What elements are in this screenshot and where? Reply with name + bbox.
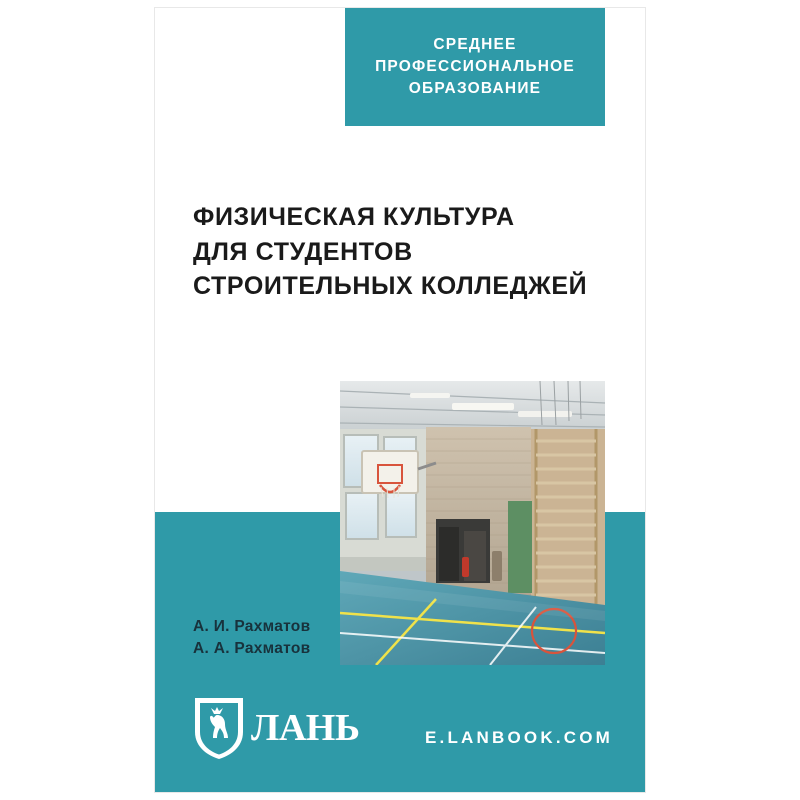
book-title (193, 200, 613, 304)
website-url: E.LANBOOK.COM (425, 728, 613, 747)
series-line-1: СРЕДНЕЕ (433, 36, 517, 53)
book-cover (155, 8, 645, 792)
author-1: А. И. Рахматов (193, 618, 311, 635)
title-line-2: ДЛЯ СТУДЕНТОВ (193, 237, 413, 266)
author-list (193, 616, 373, 660)
lan-deer-shield-icon (191, 694, 247, 762)
publisher-name: ЛАНЬ (251, 707, 360, 749)
gym-photo (340, 381, 605, 665)
title-line-1: ФИЗИЧЕСКАЯ КУЛЬТУРА (193, 203, 515, 231)
author-2: А. А. Рахматов (193, 640, 311, 657)
series-line-3: ОБРАЗОВАНИЕ (408, 80, 542, 97)
series-label-box (345, 8, 605, 126)
series-line-2: ПРОФЕССИОНАЛЬНОЕ (375, 58, 575, 75)
publisher-logo (191, 694, 359, 762)
title-line-3: СТРОИТЕЛЬНЫХ КОЛЛЕДЖЕЙ (193, 272, 588, 300)
